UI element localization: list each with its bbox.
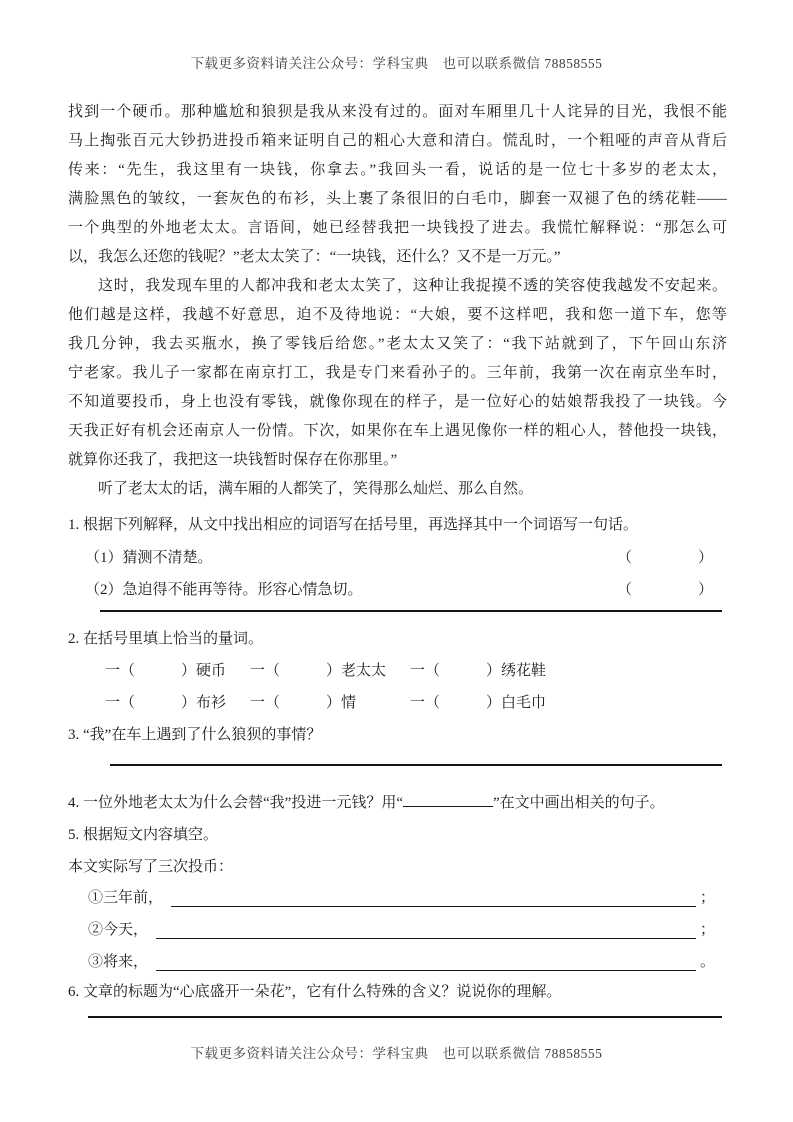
paren-close: ）	[181, 663, 197, 679]
paren-open: 一（	[250, 695, 281, 711]
paren-open: 一（	[250, 663, 281, 679]
question-3-text: 3. “我”在车上遇到了什么狼狈的事情？	[68, 727, 322, 743]
answer-line	[88, 1016, 722, 1018]
measure-word-item	[105, 688, 250, 718]
passage-line: 满脸黑色的皱纹，一套灰色的布衫，头上裹了条很旧的白毛巾，脚套一双褪了色的绣花鞋——	[68, 191, 727, 207]
answer-paren-close: ）	[697, 550, 713, 566]
noun-label: 老太太	[341, 663, 387, 679]
question-5-item-2	[68, 914, 727, 946]
reading-passage	[68, 98, 727, 504]
question-5-item-3	[68, 946, 727, 978]
paren-close: ）	[181, 695, 197, 711]
passage-line: 他们越是这样，我越不好意思，迫不及待地说：“大娘，要不这样吧，我和您一道下车，您等	[68, 307, 727, 323]
question-1-item-2	[68, 576, 727, 604]
question-5-item-1	[68, 882, 727, 914]
question-4-before: 4. 一位外地老太太为什么会替“我”投进一元钱？用“	[68, 795, 403, 811]
definition-text: （1）猜测不清楚。	[85, 550, 213, 566]
question-4-after: ”在文中画出相关的句子。	[492, 795, 665, 811]
question-4-text	[68, 788, 727, 818]
item-end-punct: ；	[699, 890, 715, 906]
measure-word-item	[105, 656, 250, 686]
measure-word-item	[410, 688, 546, 718]
answer-underline	[156, 970, 696, 971]
question-1-item-1	[68, 544, 727, 572]
answer-underline	[156, 938, 696, 939]
page-content	[68, 98, 727, 1018]
passage-line: 这时，我发现车里的人都冲我和老太太笑了，这种让我捉摸不透的笑容使我越发不安起来。	[98, 278, 727, 294]
noun-label: 绣花鞋	[501, 663, 547, 679]
header-note: 下载更多资料请关注公众号：学科宝典 也可以联系微信 78858555	[190, 56, 603, 71]
paren-close: ）	[486, 663, 502, 679]
question-5-intro: 本文实际写了三次投币：	[68, 859, 234, 875]
passage-line: 以，我怎么还您的钱呢？”老太太笑了：“一块钱，还什么？又不是一万元。”	[68, 249, 561, 265]
passage-line: 听了老太太的话，满车厢的人都笑了，笑得那么灿烂、那么自然。	[98, 481, 534, 497]
item-label: ①三年前，	[88, 890, 164, 906]
paren-close: ）	[326, 695, 342, 711]
passage-line: 宁老家。我儿子一家都在南京打工，我是专门来看孙子的。三年前，我第一次在南京坐车时，	[68, 365, 727, 381]
passage-line: 一个典型的外地老太太。言语间，她已经替我把一块钱投了进去。我慌忙解释说：“那怎么可	[68, 220, 727, 236]
paren-open: 一（	[105, 663, 136, 679]
question-6-text: 6. 文章的标题为“心底盛开一朵花”，它有什么特殊的含义？说说你的理解。	[68, 984, 562, 1000]
question-1-text: 1. 根据下列解释，从文中找出相应的词语写在括号里，再选择其中一个词语写一句话。	[68, 517, 639, 533]
item-label: ②今天，	[88, 922, 149, 938]
noun-label: 布衫	[196, 695, 227, 711]
answer-line	[100, 610, 722, 612]
answer-line	[110, 764, 722, 766]
definition-text: （2）急迫得不能再等待。形容心情急切。	[85, 582, 363, 598]
measure-word-item	[250, 656, 410, 686]
measure-word-item	[250, 688, 410, 718]
measure-word-item	[410, 656, 546, 686]
answer-paren-close: ）	[697, 582, 713, 598]
noun-label: 白毛巾	[501, 695, 547, 711]
passage-line: 传来：“先生，我这里有一块钱，你拿去。”我回头一看，说话的是一位七十多岁的老太太，	[68, 162, 727, 178]
passage-line: 天我正好有机会还南京人一份情。下次，如果你在车上遇见像你一样的粗心人，替他投一块钱，	[68, 423, 727, 439]
passage-line: 找到一个硬币。那种尴尬和狼狈是我从来没有过的。面对车厢里几十人诧异的目光，我恨不能	[68, 104, 727, 120]
passage-line: 我几分钟，我去买瓶水，换了零钱后给您。”老太太又笑了：“我下站就到了，下午回山东济	[68, 336, 727, 352]
noun-label: 硬币	[196, 663, 227, 679]
footer-note: 下载更多资料请关注公众号：学科宝典 也可以联系微信 78858555	[190, 1046, 603, 1061]
paren-open: 一（	[105, 695, 136, 711]
item-label: ③将来，	[88, 954, 149, 970]
passage-line: 就算你还我了，我把这一块钱暂时保存在你那里。”	[68, 452, 398, 468]
paren-open: 一（	[410, 695, 441, 711]
inline-answer-blank	[403, 806, 493, 807]
paren-close: ）	[326, 663, 342, 679]
answer-paren-open: （	[616, 550, 632, 566]
item-end-punct: 。	[699, 954, 715, 970]
paren-close: ）	[486, 695, 502, 711]
question-2-text: 2. 在括号里填上恰当的量词。	[68, 631, 264, 647]
answer-paren-open: （	[616, 582, 632, 598]
passage-line: 马上掏张百元大钞扔进投币箱来证明自己的粗心大意和清白。慌乱时，一个粗哑的声音从背后	[68, 133, 727, 149]
question-2-row-1	[68, 656, 727, 686]
question-2-row-2	[68, 688, 727, 718]
answer-underline	[171, 906, 696, 907]
noun-label: 情	[341, 695, 357, 711]
question-5-text: 5. 根据短文内容填空。	[68, 827, 219, 843]
item-end-punct: ；	[699, 922, 715, 938]
passage-line: 不知道要投币，身上也没有零钱，就像你现在的样子，是一位好心的姑娘帮我投了一块钱。今	[68, 394, 727, 410]
paren-open: 一（	[410, 663, 441, 679]
